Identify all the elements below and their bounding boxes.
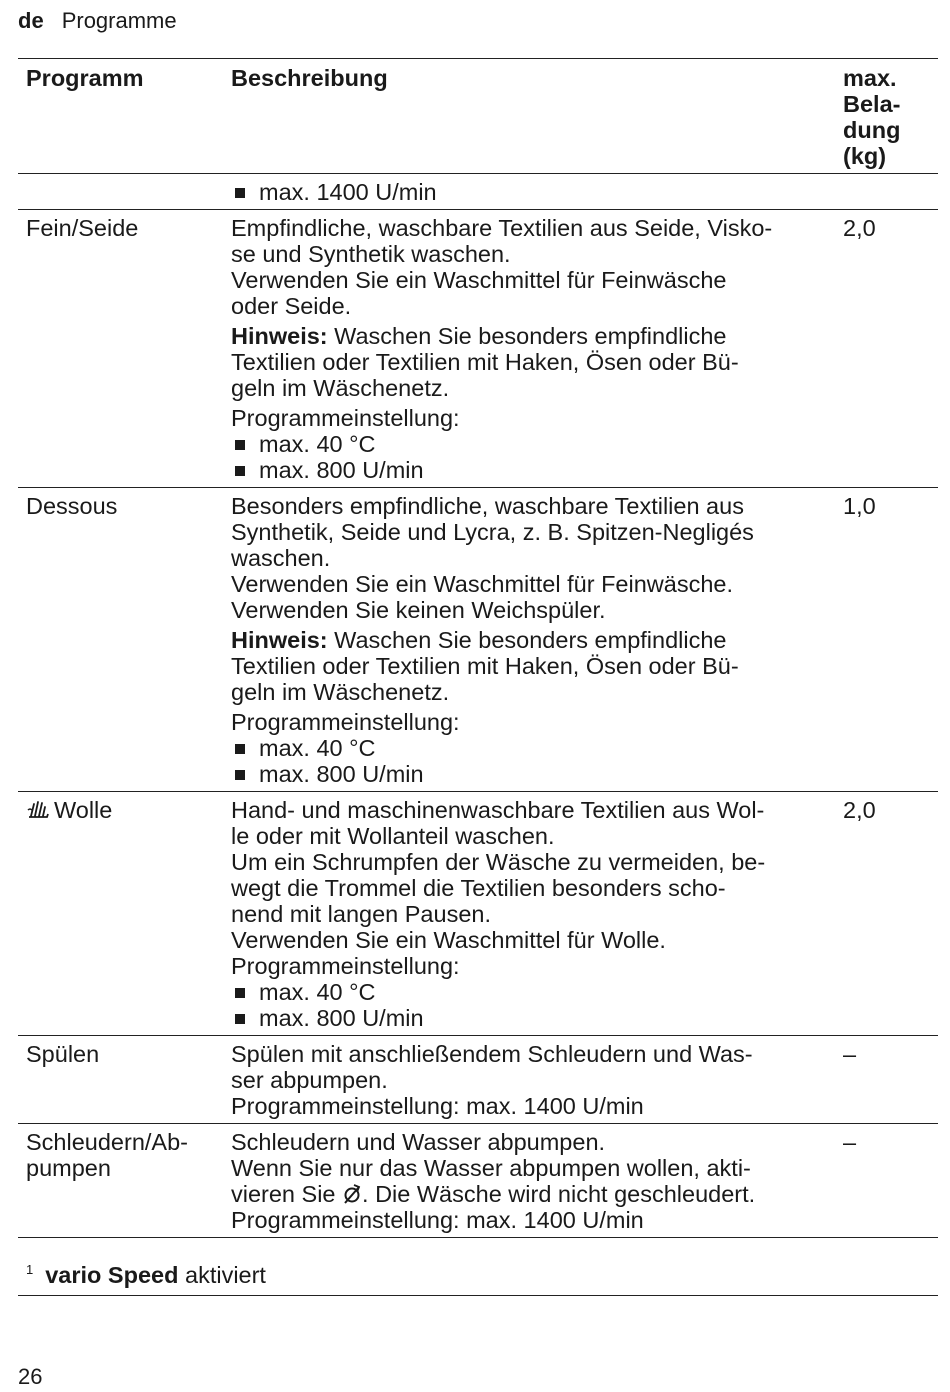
settings-label: Programmeinstellung: [231,405,460,431]
setting-bullet: max. 40 °C [231,735,835,761]
table-row-spuelen [18,1036,938,1124]
hint-label: Hinweis: [231,627,328,653]
desc-line: Besonders empfindliche, waschbare Textilien aus [231,493,744,519]
program-description [223,210,835,488]
max-load: 2,0 [843,215,876,241]
setting-bullet: max. 800 U/min [231,457,835,483]
desc-line: Wenn Sie nur das Wasser abpumpen wollen, akti- [231,1155,751,1181]
desc-line: waschen. [231,545,331,571]
hint-line: geln im Wäschenetz. [231,375,450,401]
page-header [18,8,177,34]
setting-bullet: max. 800 U/min [231,1005,835,1031]
table-row-fein-seide [18,210,938,488]
desc-line: Programmeinstellung: max. 1400 U/min [231,1207,644,1233]
desc-line: ser abpumpen. [231,1067,388,1093]
table-header-row [18,59,938,174]
hand-wash-wool-icon [26,797,50,821]
load-header-line: dung [843,117,901,143]
desc-line: Synthetik, Seide und Lycra, z. B. Spitzen-Negligés [231,519,754,545]
hint-line: Waschen Sie besonders empfindliche [334,323,727,349]
desc-line: Empfindliche, waschbare Textilien aus Seide, Visko- [231,215,773,241]
program-name-cell [18,1124,223,1238]
desc-line: Spülen mit anschließendem Schleudern und Was- [231,1041,753,1067]
setting-bullet: max. 1400 U/min [231,179,835,205]
desc-line: Programmeinstellung: max. 1400 U/min [231,1093,644,1119]
table-row-schleudern [18,1124,938,1238]
settings-label: Programmeinstellung: [231,709,460,735]
program-name: Dessous [26,493,118,519]
load-header-line: Bela- [843,91,901,117]
footnote-bold: vario Speed [45,1262,179,1288]
max-load: 2,0 [843,797,876,823]
setting-bullet: max. 40 °C [231,979,835,1005]
desc-line: Um ein Schrumpfen der Wäsche zu vermeiden, be- [231,849,766,875]
desc-line: se und Synthetik waschen. [231,241,511,267]
program-description [223,488,835,792]
desc-line: wegt die Trommel die Textilien besonders scho- [231,875,726,901]
settings-label: Programmeinstellung: [231,953,460,979]
desc-line: Verwenden Sie ein Waschmittel für Feinwäsche [231,267,727,293]
program-description [223,1036,835,1124]
hint-line: Textilien oder Textilien mit Haken, Ösen oder Bü- [231,349,739,375]
section-title: Programme [61,8,177,33]
program-name: Schleudern/Ab- [26,1129,188,1155]
desc-fragment: . Die Wäsche wird nicht geschleudert. [362,1181,756,1207]
program-name: Wolle [54,797,113,823]
table-row-dessous [18,488,938,792]
col-header-load [835,59,938,174]
load-header-line: max. [843,65,897,91]
setting-bullet: max. 800 U/min [231,761,835,787]
desc-line: oder Seide. [231,293,352,319]
footnote-text: aktiviert [178,1262,266,1288]
load-header-line: (kg) [843,143,887,169]
page-number: 26 [18,1364,43,1389]
hint-line: geln im Wäschenetz. [231,679,450,705]
max-load: 1,0 [843,493,876,519]
desc-line: Hand- und maschinenwaschbare Textilien aus Wol- [231,797,765,823]
hint-label: Hinweis: [231,323,328,349]
hint-line: Waschen Sie besonders empfindliche [334,627,727,653]
table-row-continuation [18,174,938,210]
max-load: – [843,1041,857,1067]
desc-line: Verwenden Sie ein Waschmittel für Wolle. [231,927,666,953]
col-header-program: Programm [18,59,223,174]
col-header-description: Beschreibung [223,59,835,174]
max-load: – [843,1129,857,1155]
program-name: Spülen [26,1041,100,1067]
desc-line: Verwenden Sie ein Waschmittel für Feinwäsche. [231,571,734,597]
setting-bullet: max. 40 °C [231,431,835,457]
table-row-wolle [18,792,938,1036]
program-name: pumpen [26,1155,111,1181]
footnote-marker: 1 [26,1262,34,1277]
desc-line: Verwenden Sie keinen Weichspüler. [231,597,606,623]
no-spin-icon [342,1183,362,1205]
footnote [18,1258,938,1296]
desc-line: le oder mit Wollanteil waschen. [231,823,555,849]
program-name-cell [18,792,223,1036]
program-description [223,792,835,1036]
language-code: de [18,8,44,33]
desc-line: nend mit langen Pausen. [231,901,491,927]
desc-fragment: vieren Sie [231,1181,343,1207]
program-name: Fein/Seide [26,215,139,241]
hint-line: Textilien oder Textilien mit Haken, Ösen oder Bü- [231,653,739,679]
desc-line [231,1181,835,1207]
program-description [223,1124,835,1238]
programs-table [18,58,938,1238]
desc-line: Schleudern und Wasser abpumpen. [231,1129,606,1155]
